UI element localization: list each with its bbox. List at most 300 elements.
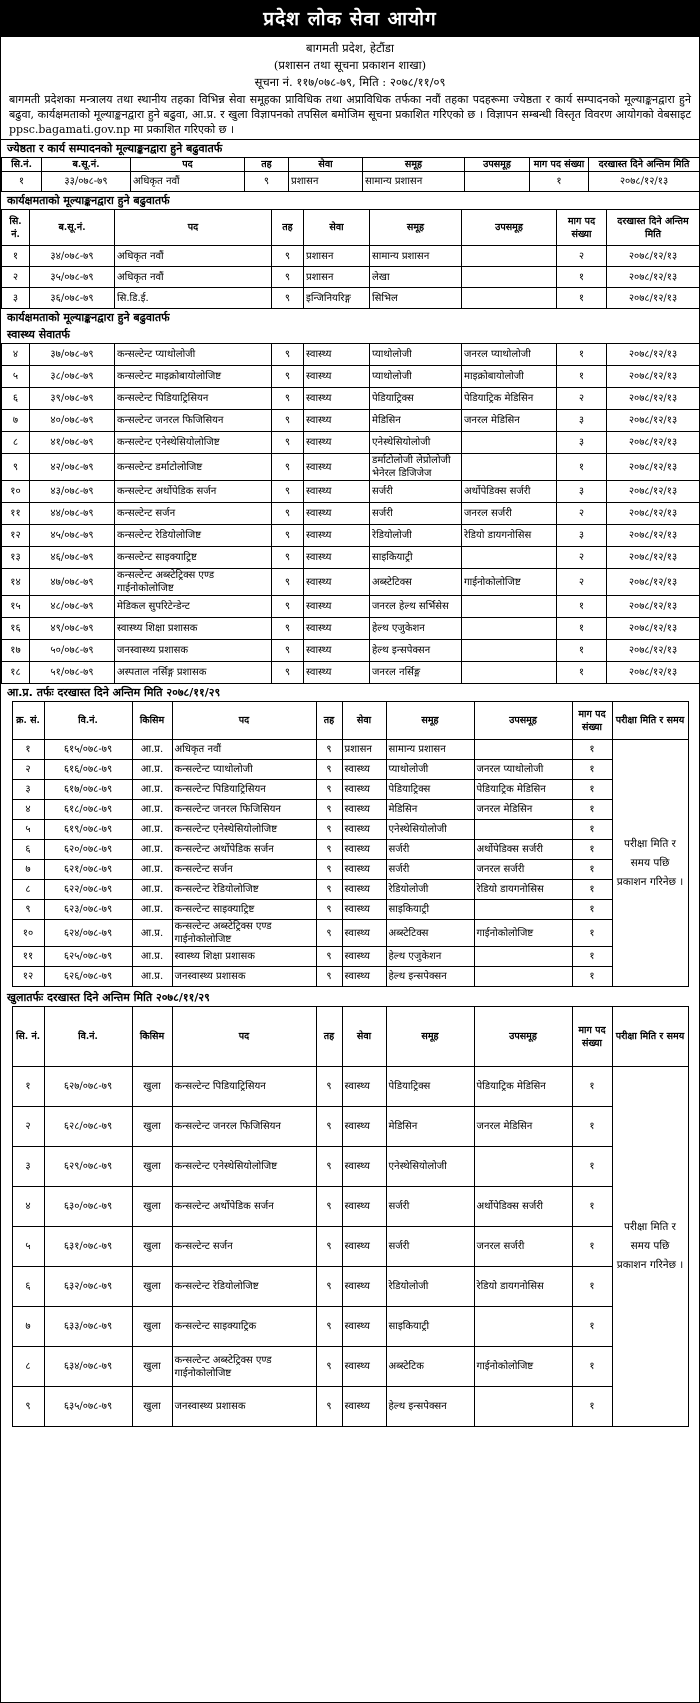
table-row [12, 840, 688, 860]
table-cell: ४७/०७८-७९ [30, 569, 115, 596]
table-cell: खुला [132, 1187, 172, 1227]
table-cell: अब्स्टेटिक्स [386, 920, 474, 947]
table-cell: ९ [316, 1147, 342, 1187]
table-cell: स्वास्थ्य [304, 569, 370, 596]
table-cell: कन्सल्टेन्ट अर्थोपेडिक सर्जन [115, 481, 272, 503]
table-cell: ५०/०७८-७९ [30, 640, 115, 662]
table-cell: ४२/०७८-७९ [30, 454, 115, 481]
table-cell: स्वास्थ्य [342, 1387, 386, 1427]
table-cell: २ [557, 246, 607, 267]
table-cell [474, 967, 572, 987]
col-header: सेवा [342, 702, 386, 740]
table-cell: ६२२/०७८-७९ [44, 880, 132, 900]
table-cell: गाईनोकोलोजिष्ट [474, 920, 572, 947]
col-header: उपसमूह [465, 158, 530, 172]
table-cell: स्वास्थ्य [342, 1347, 386, 1387]
table-cell: मेडिकल सुपरिटेन्डेन्ट [115, 596, 272, 618]
table-cell: कन्सल्टेन्ट रेडियोलोजिष्ट [115, 525, 272, 547]
col-header: किसिम [132, 702, 172, 740]
table-cell: अधिकृत नवौं [115, 246, 272, 267]
table-cell: सर्जरी [386, 860, 474, 880]
table-cell: २०७८/१२/१३ [607, 618, 700, 640]
table-cell: आ.प्र. [132, 880, 172, 900]
table-cell: ९ [272, 503, 304, 525]
table-cell: १ [557, 288, 607, 309]
table-cell: १४ [2, 569, 30, 596]
table-cell: २०७८/१२/१३ [607, 366, 700, 388]
table-row [2, 432, 700, 454]
table-cell: २०७८/१२/१३ [607, 454, 700, 481]
table-cell: कन्सल्टेन्ट माइक्रोबायोलोजिष्ट [115, 366, 272, 388]
table-cell: १ [572, 1067, 612, 1107]
table-cell: १ [572, 820, 612, 840]
table-cell: इन्जिनियरिङ्ग [304, 288, 370, 309]
table-cell [462, 547, 557, 569]
table-cell: खुला [132, 1147, 172, 1187]
table-cell: आ.प्र. [132, 840, 172, 860]
table-cell: ३ [557, 410, 607, 432]
branch-line: (प्रशासन तथा सूचना प्रकाशन शाखा) [273, 58, 427, 72]
efficiency-table [1, 209, 700, 309]
table-cell: ६२५/०७८-७९ [44, 947, 132, 967]
table-row [2, 267, 700, 288]
table-cell: कन्सल्टेन्ट अर्थोपेडिक सर्जन [172, 1187, 316, 1227]
table-cell: ५ [12, 1227, 44, 1267]
table-cell: ३६/०७८-७९ [30, 288, 115, 309]
table-cell: ३ [12, 1147, 44, 1187]
table-cell: कन्सल्टेन्ट अब्स्टेट्रिक्स एण्ड गाईनोकोलोजिष्ट [115, 569, 272, 596]
table-cell: १ [572, 1267, 612, 1307]
table-cell: ९ [316, 860, 342, 880]
table-cell [462, 267, 557, 288]
table-cell: कन्सल्टेन्ट साइक्याट्रिक [172, 1307, 316, 1347]
table-header-row [2, 210, 700, 246]
table-cell: कन्सल्टेन्ट जनरल फिजिसियन [172, 1107, 316, 1147]
table-cell: ९ [272, 481, 304, 503]
col-header: ब.सू.नं. [42, 158, 131, 172]
table-cell: ९ [12, 1387, 44, 1427]
col-header: पद [115, 210, 272, 246]
table-cell: स्वास्थ्य [342, 1307, 386, 1347]
table-cell: एनेस्थेसियोलोजी [370, 432, 462, 454]
table-cell: कन्सल्टेन्ट साइक्याट्रिष्ट [115, 547, 272, 569]
table-cell: १ [572, 1387, 612, 1427]
col-header: माग पद संख्या [530, 158, 589, 172]
table-cell: कन्सल्टेन्ट सर्जन [115, 503, 272, 525]
table-cell [474, 1147, 572, 1187]
col-header: ब.सू.नं. [30, 210, 115, 246]
col-header: सि.नं. [2, 158, 42, 172]
table-cell: ९ [272, 267, 304, 288]
table-row [12, 740, 688, 760]
col-header: तह [316, 1007, 342, 1067]
table-cell: हेल्थ एजुकेशन [370, 618, 462, 640]
table-cell: प्रशासन [342, 740, 386, 760]
table-cell: १५ [2, 596, 30, 618]
table-cell: खुला [132, 1347, 172, 1387]
table-cell: स्वास्थ्य [304, 596, 370, 618]
table-cell: २०७८/१२/१३ [607, 410, 700, 432]
table-cell: २०७८/१२/१३ [607, 596, 700, 618]
table-row [2, 246, 700, 267]
table-cell: ६२९/०७८-७९ [44, 1147, 132, 1187]
table-cell: ४५/०७८-७९ [30, 525, 115, 547]
table-cell: ४६/०७८-७९ [30, 547, 115, 569]
table-cell: माइक्रोबायोलोजी [462, 366, 557, 388]
table-cell: कन्सल्टेन्ट पिडियाट्रिसियन [115, 388, 272, 410]
table-cell: स्वास्थ्य [304, 503, 370, 525]
table-cell: ३४/०७८-७९ [30, 246, 115, 267]
table-cell: ९ [316, 1107, 342, 1147]
table-cell [474, 947, 572, 967]
table-cell: सर्जरी [370, 481, 462, 503]
table-row [12, 1187, 688, 1227]
col-header: सेवा [289, 158, 363, 172]
table-cell: २०७८/१२/१३ [607, 525, 700, 547]
table-cell: २०७८/१२/१३ [589, 172, 700, 192]
table-row [2, 662, 700, 684]
table-cell: कन्सल्टेन्ट एनेस्थेसियोलोजिष्ट [172, 1147, 316, 1187]
table-cell: १८ [2, 662, 30, 684]
col-header: परीक्षा मिति र समय [612, 1007, 688, 1067]
col-header: वि.नं. [44, 1007, 132, 1067]
table-row [2, 596, 700, 618]
table-row [12, 1387, 688, 1427]
table-cell: स्वास्थ्य [304, 481, 370, 503]
col-header: परीक्षा मिति र समय [612, 702, 688, 740]
table-cell [465, 172, 530, 192]
table-cell: आ.प्र. [132, 740, 172, 760]
table-cell: स्वास्थ्य [342, 840, 386, 860]
table-cell: एनेस्थेसियोलोजी [386, 820, 474, 840]
table-cell: ६१७/०७८-७९ [44, 780, 132, 800]
table-cell: १ [572, 800, 612, 820]
table-cell: १२ [12, 967, 44, 987]
table-cell: १ [572, 1187, 612, 1227]
table-cell: स्वास्थ्य [342, 760, 386, 780]
table-cell: ९ [316, 740, 342, 760]
table-cell: १० [2, 481, 30, 503]
table-cell: ९ [272, 344, 304, 366]
table-cell: स्वास्थ्य [304, 454, 370, 481]
table-cell: सर्जरी [386, 840, 474, 860]
table-row [2, 366, 700, 388]
table-cell: ११ [12, 947, 44, 967]
table-cell: खुला [132, 1387, 172, 1427]
table-cell: हेल्थ इन्सपेक्सन [370, 640, 462, 662]
table-cell: ९ [272, 569, 304, 596]
table-cell: १ [557, 454, 607, 481]
table-cell: ८ [12, 1347, 44, 1387]
table-cell: ४९/०७८-७९ [30, 618, 115, 640]
table-cell: ७ [12, 1307, 44, 1347]
table-cell: आ.प्र. [132, 820, 172, 840]
table-cell: रेडियो डायगनोसिस [474, 880, 572, 900]
table-cell: ६१८/०७८-७९ [44, 800, 132, 820]
col-header: उपसमूह [474, 702, 572, 740]
table-cell: ३ [557, 432, 607, 454]
table-cell: स्वास्थ्य [342, 920, 386, 947]
table-row [12, 1347, 688, 1387]
table-cell: पेडियाट्रिक्स [370, 388, 462, 410]
table-cell: अस्पताल नर्सिङ्ग प्रशासक [115, 662, 272, 684]
table-cell: २ [557, 547, 607, 569]
table-cell: १ [572, 1347, 612, 1387]
table-cell: कन्सल्टेन्ट जनरल फिजिसियन [172, 800, 316, 820]
table-cell: ९ [316, 900, 342, 920]
table-row [12, 860, 688, 880]
table-cell: ९ [272, 618, 304, 640]
table-cell [462, 246, 557, 267]
table-cell: आ.प्र. [132, 860, 172, 880]
intro-paragraph: बागमती प्रदेशका मन्त्रालय तथा स्थानीय तहका विभिन्न सेवा समूहका प्राविधिक तथा अप्राविधिक तर्फका नवौं तहका पदहरूमा ज्येष्ठता र कार्य सम्पादनको मूल्याङ्कनद्वारा हुने बढुवा, कार्यक्षमताको मूल्याङ्कनद्वारा हुने बढुवा, आ.प्र. र खुला विज्ञापनको तपसिल बमोजिम सूचना प्रकाशित गरिएको छ । विज्ञापन सम्बन्धी विस्तृत विवरण आयोगको वेबसाइट ppsc.bagamati.gov.np मा प्रकाशित गरिएको छ । [9, 93, 691, 136]
table-cell: स्वास्थ्य [304, 388, 370, 410]
table-cell: स्वास्थ्य [342, 780, 386, 800]
table-cell: स्वास्थ्य [304, 525, 370, 547]
table-cell: १ [572, 740, 612, 760]
table-cell: ९ [272, 454, 304, 481]
table-cell: स्वास्थ्य [342, 800, 386, 820]
table-row [2, 640, 700, 662]
table-cell: २ [557, 503, 607, 525]
province-line: बागमती प्रदेश, हेटौंडा [306, 41, 394, 55]
table-cell: स्वास्थ्य [342, 900, 386, 920]
table-cell: ४ [12, 800, 44, 820]
table-cell: ४१/०७८-७९ [30, 432, 115, 454]
table-cell: जनरल मेडिसिन [462, 410, 557, 432]
table-cell [462, 596, 557, 618]
table-cell: १३ [2, 547, 30, 569]
table-cell: पेडियाट्रिक्स [386, 1067, 474, 1107]
table-cell: ६१९/०७८-७९ [44, 820, 132, 840]
table-cell: कन्सल्टेन्ट प्याथोलोजी [172, 760, 316, 780]
table-cell: ९ [316, 1387, 342, 1427]
table-cell: ९ [245, 172, 289, 192]
table-cell: जनरल प्याथोलोजी [462, 344, 557, 366]
table-cell: स्वास्थ्य [342, 967, 386, 987]
health-service-subtitle: स्वास्थ्य सेवातर्फ [7, 328, 70, 341]
table-cell: स्वास्थ्य [304, 344, 370, 366]
col-header: तह [245, 158, 289, 172]
table-cell: ९ [316, 820, 342, 840]
table-cell: १ [572, 967, 612, 987]
table-cell: गाईनोकोलोजिष्ट [462, 569, 557, 596]
table-cell: कन्सल्टेन्ट साइक्याट्रिष्ट [172, 900, 316, 920]
table-cell: ९ [316, 1187, 342, 1227]
table-cell: स्वास्थ्य [304, 366, 370, 388]
table-cell: जनरल सर्जरी [474, 1227, 572, 1267]
col-header: पद [172, 702, 316, 740]
table-cell: २०७८/१२/१३ [607, 503, 700, 525]
table-cell: ९ [272, 547, 304, 569]
table-cell: २०७८/१२/१३ [607, 288, 700, 309]
table-cell: ४८/०७८-७९ [30, 596, 115, 618]
table-cell: सामान्य प्रशासन [363, 172, 465, 192]
table-cell: ६ [2, 388, 30, 410]
table-cell [474, 820, 572, 840]
table-cell: ५ [12, 820, 44, 840]
table-cell: कन्सल्टेन्ट अब्स्टेट्रिक्स एण्ड गाईनोकोलोजिष्ट [172, 920, 316, 947]
table-cell: सि.डि.ई. [115, 288, 272, 309]
table-cell: हेल्थ इन्सपेक्सन [386, 967, 474, 987]
col-header: सेवा [304, 210, 370, 246]
table-row [12, 920, 688, 947]
exam-date-note: परीक्षा मिति र समय पछि प्रकाशन गरिनेछ । [612, 1067, 688, 1427]
table-cell: ९ [272, 246, 304, 267]
table-cell: ९ [316, 800, 342, 820]
table-row [12, 947, 688, 967]
table-cell: हेल्थ इन्सपेक्सन [386, 1387, 474, 1427]
table-cell: ९ [272, 662, 304, 684]
table-row [2, 288, 700, 309]
table-cell: स्वास्थ्य [304, 662, 370, 684]
table-cell: ६२१/०७८-७९ [44, 860, 132, 880]
table-cell [474, 900, 572, 920]
table-cell: जनरल सर्जरी [462, 503, 557, 525]
table-cell: १ [572, 900, 612, 920]
table-cell: ६१६/०७८-७९ [44, 760, 132, 780]
table-cell: स्वास्थ्य [304, 410, 370, 432]
col-header: माग पद संख्या [557, 210, 607, 246]
table-cell: अब्स्टेटिक [386, 1347, 474, 1387]
table-cell: पेडियाट्रिक मेडिसिन [474, 1067, 572, 1107]
table-cell: १ [557, 640, 607, 662]
col-header: तह [272, 210, 304, 246]
col-header: वि.नं. [44, 702, 132, 740]
table-cell: १ [572, 760, 612, 780]
table-row [2, 547, 700, 569]
table-cell: जनरल हेल्थ सर्भिसेस [370, 596, 462, 618]
table-cell: १० [12, 920, 44, 947]
col-header: उपसमूह [474, 1007, 572, 1067]
table-cell: ९ [272, 288, 304, 309]
table-cell: २०७८/१२/१३ [607, 267, 700, 288]
table-cell: आ.प्र. [132, 780, 172, 800]
seniority-table [1, 157, 700, 192]
table-cell: खुला [132, 1107, 172, 1147]
table-cell: कन्सल्टेन्ट अर्थोपेडिक सर्जन [172, 840, 316, 860]
table-cell: प्रशासन [304, 267, 370, 288]
table-cell: १ [12, 740, 44, 760]
table-cell: ९ [316, 1267, 342, 1307]
table-cell: प्याथोलोजी [386, 760, 474, 780]
table-cell: रेडियोलोजी [386, 880, 474, 900]
table-cell: १ [572, 880, 612, 900]
table-cell: ५ [2, 366, 30, 388]
table-cell: ७ [2, 410, 30, 432]
table-cell: ३ [557, 481, 607, 503]
col-header: सि. नं. [12, 1007, 44, 1067]
table-cell: खुला [132, 1227, 172, 1267]
table-cell: ६२६/०७८-७९ [44, 967, 132, 987]
table-cell: अधिकृत नवौं [115, 267, 272, 288]
col-header: क्र. सं. [12, 702, 44, 740]
table-row [2, 618, 700, 640]
table-cell: अधिकृत नवौं [131, 172, 245, 192]
table-cell: १ [2, 172, 42, 192]
table-cell: कन्सल्टेन्ट रेडियोलोजिष्ट [172, 880, 316, 900]
col-header: किसिम [132, 1007, 172, 1067]
table-cell: १ [572, 920, 612, 947]
table-cell: स्वास्थ्य [342, 820, 386, 840]
commission-title-banner: प्रदेश लोक सेवा आयोग [1, 1, 699, 37]
table-cell: २०७८/१२/१३ [607, 662, 700, 684]
table-row [2, 569, 700, 596]
table-cell: १ [557, 618, 607, 640]
table-row [12, 780, 688, 800]
table-header-row [12, 702, 688, 740]
table-cell [462, 640, 557, 662]
table-cell: १ [572, 1107, 612, 1147]
table-row [2, 525, 700, 547]
table-cell: रेडियो डायगनोसिस [474, 1267, 572, 1307]
col-header: समूह [386, 702, 474, 740]
table-cell: आ.प्र. [132, 947, 172, 967]
table-cell: २०७८/१२/१३ [607, 344, 700, 366]
table-cell: ९ [316, 1307, 342, 1347]
table-cell: ९ [316, 840, 342, 860]
table-cell: २०७८/१२/१३ [607, 246, 700, 267]
col-header: समूह [363, 158, 465, 172]
table-cell: कन्सल्टेन्ट पिडियाट्रिसियन [172, 780, 316, 800]
table-cell: अर्थोपेडिक्स सर्जरी [462, 481, 557, 503]
table-cell: ९ [272, 640, 304, 662]
col-header: पद [172, 1007, 316, 1067]
table-cell: ६ [12, 1267, 44, 1307]
section-efficiency-title: कार्यक्षमताको मूल्याङ्कनद्वारा हुने बढुवातर्फ [7, 194, 170, 207]
table-cell: स्वास्थ्य [304, 547, 370, 569]
table-cell: ९ [272, 388, 304, 410]
table-cell: १ [572, 780, 612, 800]
table-row [12, 1227, 688, 1267]
notice-number-line: सूचना नं. ११७/०७८-७९, मिति : २०७८/११/०९ [254, 75, 446, 89]
table-cell: स्वास्थ्य [342, 947, 386, 967]
table-cell: ९ [12, 900, 44, 920]
table-cell: सर्जरी [386, 1227, 474, 1267]
table-cell: ३३/०७८-७९ [42, 172, 131, 192]
col-header: सेवा [342, 1007, 386, 1067]
table-row [12, 900, 688, 920]
table-cell: १ [572, 1147, 612, 1187]
table-cell: ३७/०७८-७९ [30, 344, 115, 366]
table-cell: १२ [2, 525, 30, 547]
table-cell: सिभिल [370, 288, 462, 309]
table-cell: स्वास्थ्य शिक्षा प्रशासक [115, 618, 272, 640]
table-cell: अधिकृत नवौं [172, 740, 316, 760]
table-cell: ४४/०७८-७९ [30, 503, 115, 525]
table-cell: ७ [12, 860, 44, 880]
table-cell: अब्स्टेटिक्स [370, 569, 462, 596]
table-row [12, 1107, 688, 1147]
table-cell: ९ [316, 880, 342, 900]
table-cell: २०७८/१२/१३ [607, 640, 700, 662]
table-cell: ८ [2, 432, 30, 454]
internal-competition-table [12, 701, 689, 987]
table-cell: अर्थोपेडिक्स सर्जरी [474, 1187, 572, 1227]
table-cell: प्रशासन [304, 246, 370, 267]
table-cell: २ [557, 388, 607, 410]
table-cell: लेखा [370, 267, 462, 288]
table-cell: आ.प्र. [132, 900, 172, 920]
table-cell: जनरल नर्सिङ्ग [370, 662, 462, 684]
table-cell [462, 288, 557, 309]
table-cell: ३५/०७८-७९ [30, 267, 115, 288]
table-cell: स्वास्थ्य [304, 618, 370, 640]
table-row [12, 800, 688, 820]
col-header: समूह [386, 1007, 474, 1067]
table-cell: सामान्य प्रशासन [386, 740, 474, 760]
table-cell: ९ [316, 920, 342, 947]
